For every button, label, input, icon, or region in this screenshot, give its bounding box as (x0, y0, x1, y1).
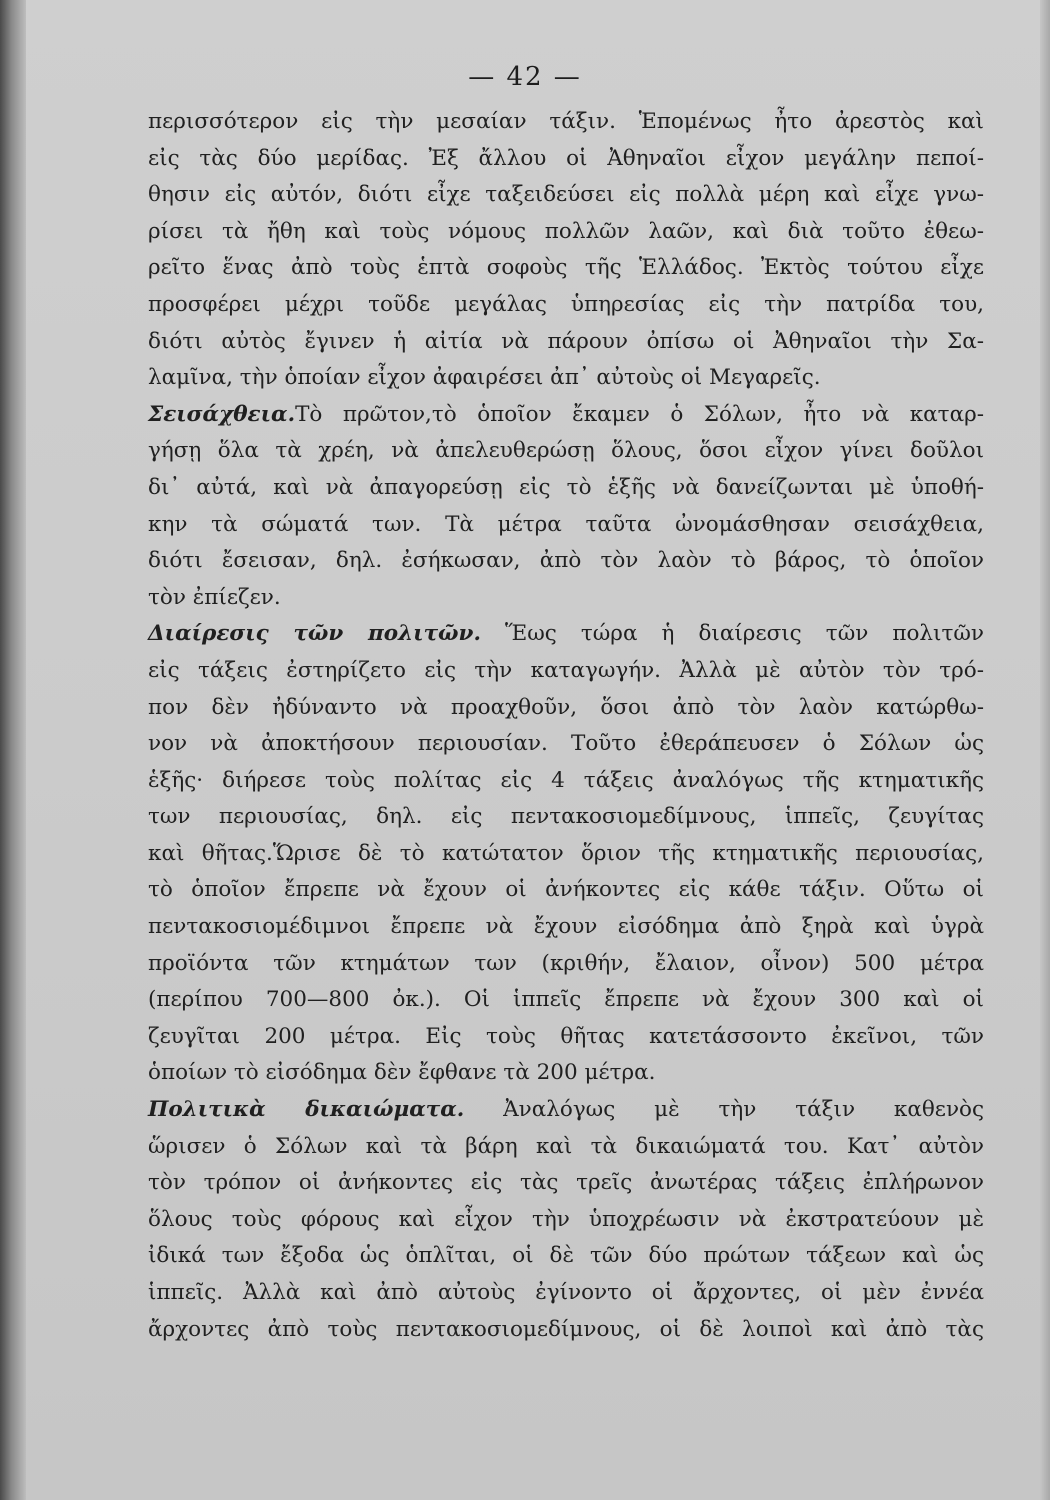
line-text: τὸν ἐπίεζεν. (148, 584, 281, 610)
line-text: καὶ θῆτας.Ὥρισε δὲ τὸ κατώτατον ὅριον τῆς κτηματικῆς περιουσίας, (148, 840, 984, 866)
text-line (148, 360, 984, 397)
line-text: γήσῃ ὅλα τὰ χρέη, νὰ ἀπελευθερώσῃ ὅλους, ὅσοι εἶχον γίνει δοῦλοι (148, 438, 984, 464)
line-text: Ἀναλόγως μὲ τὴν τάξιν καθενὸς (464, 1097, 984, 1123)
text-line (148, 799, 984, 836)
text-line (148, 1238, 984, 1275)
line-text: πεντακοσιομέδιμνοι ἔπρεπε νὰ ἔχουν εἰσόδημα ἀπὸ ξηρὰ καὶ ὑγρὰ (148, 914, 984, 940)
text-line (148, 250, 984, 287)
text-line (148, 397, 984, 434)
text-line (148, 214, 984, 251)
section-heading: Πολιτικὰ δικαιώματα. (148, 1097, 465, 1123)
line-text: προσφέρει μέχρι τοῦδε μεγάλας ὑπηρεσίας εἰς τὴν πατρίδα του, (148, 291, 984, 317)
page-number: — 42 — (468, 62, 582, 92)
page-binding-shadow (0, 0, 26, 1500)
text-line (148, 287, 984, 324)
line-text: ἑξῆς· διήρεσε τοὺς πολίτας εἰς 4 τάξεις ἀναλόγως τῆς κτηματικῆς (148, 767, 984, 793)
text-line (148, 104, 984, 141)
line-text: λαμῖνα, τὴν ὁποίαν εἶχον ἀφαιρέσει ἀπ᾽ αὐτοὺς οἱ Μεγαρεῖς. (148, 365, 821, 391)
text-line (148, 507, 984, 544)
text-line (148, 1165, 984, 1202)
line-text: δι᾽ αὐτά, καὶ νὰ ἀπαγορεύσῃ εἰς τὸ ἑξῆς νὰ δανείζωνται μὲ ὑποθή- (148, 474, 984, 500)
text-line (148, 324, 984, 361)
text-line (148, 1092, 984, 1129)
text-line (148, 1312, 984, 1349)
section-heading: Σεισάχθεια. (148, 401, 296, 427)
text-line (148, 763, 984, 800)
line-text: ζευγῖται 200 μέτρα. Εἰς τοὺς θῆτας κατετάσσοντο ἐκεῖνοι, τῶν (148, 1023, 984, 1049)
line-text: ἄρχοντες ἀπὸ τοὺς πεντακοσιομεδίμνους, οἱ δὲ λοιποὶ καὶ ἀπὸ τὰς (148, 1316, 984, 1342)
line-text: ρίσει τὰ ἤθη καὶ τοὺς νόμους πολλῶν λαῶν, καὶ διὰ τοῦτο ἐθεω- (148, 218, 984, 244)
text-line (148, 580, 984, 617)
text-line (148, 1129, 984, 1166)
text-line (148, 177, 984, 214)
body-text (148, 104, 984, 1348)
text-line (148, 543, 984, 580)
text-line (148, 1019, 984, 1056)
line-text: τὸν τρόπον οἱ ἀνήκοντες εἰς τὰς τρεῖς ἀνωτέρας τάξεις ἐπλήρωνον (148, 1170, 984, 1196)
text-line (148, 1202, 984, 1239)
text-line (148, 1055, 984, 1092)
line-text: εἰς τάξεις ἐστηρίζετο εἰς τὴν καταγωγήν. Ἀλλὰ μὲ αὐτὸν τὸν τρό- (148, 657, 984, 683)
line-text: εἰς τὰς δύο μερίδας. Ἐξ ἄλλου οἱ Ἀθηναῖοι εἶχον μεγάλην πεποί- (148, 145, 984, 171)
line-text: των περιουσίας, δηλ. εἰς πεντακοσιομεδίμνους, ἱππεῖς, ζευγίτας (148, 804, 984, 830)
line-text: θησιν εἰς αὐτόν, διότι εἶχε ταξειδεύσει εἰς πολλὰ μέρη καὶ εἶχε γνω- (148, 182, 984, 208)
line-text: ἱππεῖς. Ἀλλὰ καὶ ἀπὸ αὐτοὺς ἐγίνοντο οἱ ἄρχοντες, οἱ μὲν ἐννέα (148, 1280, 984, 1305)
line-text: (περίπου 700—800 ὀκ.). Οἱ ἱππεῖς ἔπρεπε νὰ ἔχουν 300 καὶ οἱ (148, 987, 984, 1013)
text-line (148, 836, 984, 873)
text-line (148, 690, 984, 727)
page-edge (1040, 0, 1050, 1500)
text-line (148, 470, 984, 507)
line-text: τὸ ὁποῖον ἔπρεπε νὰ ἔχουν οἱ ἀνήκοντες εἰς κάθε τάξιν. Οὕτω οἱ (148, 877, 984, 903)
line-text: Ἕως τώρα ἡ διαίρεσις τῶν πολιτῶν (480, 621, 984, 647)
text-line (148, 982, 984, 1019)
text-line (148, 1275, 984, 1312)
line-text: ὁποίων τὸ εἰσόδημα δὲν ἔφθανε τὰ 200 μέτρα. (148, 1060, 656, 1086)
line-text: κην τὰ σώματά των. Τὰ μέτρα ταῦτα ὠνομάσθησαν σεισάχθεια, (148, 511, 984, 537)
text-line (148, 726, 984, 763)
text-line (148, 946, 984, 983)
text-line (148, 872, 984, 909)
line-text: πον δὲν ἠδύναντο νὰ προαχθοῦν, ὅσοι ἀπὸ τὸν λαὸν κατώρθω- (148, 694, 984, 720)
line-text: ὅλους τοὺς φόρους καὶ εἶχον τὴν ὑποχρέωσιν νὰ ἐκστρατεύουν μὲ (148, 1206, 984, 1232)
line-text: νον νὰ ἀποκτήσουν περιουσίαν. Τοῦτο ἐθεράπευσεν ὁ Σόλων ὡς (148, 731, 984, 757)
line-text: ρεῖτο ἕνας ἀπὸ τοὺς ἑπτὰ σοφοὺς τῆς Ἑλλάδος. Ἐκτὸς τούτου εἶχε (148, 255, 984, 281)
text-line (148, 909, 984, 946)
line-text: Τὸ πρῶτον,τὸ ὁποῖον ἔκαμεν ὁ Σόλων, ἦτο νὰ καταρ- (295, 401, 984, 427)
line-text: ἰδικά των ἔξοδα ὡς ὁπλῖται, οἱ δὲ τῶν δύο πρώτων τάξεων καὶ ὡς (148, 1243, 984, 1269)
line-text: διότι αὐτὸς ἔγινεν ἡ αἰτία νὰ πάρουν ὀπίσω οἱ Ἀθηναῖοι τὴν Σα- (148, 328, 984, 354)
line-text: διότι ἔσεισαν, δηλ. ἐσήκωσαν, ἀπὸ τὸν λαὸν τὸ βάρος, τὸ ὁποῖον (148, 548, 984, 574)
line-text: ὥρισεν ὁ Σόλων καὶ τὰ βάρη καὶ τὰ δικαιώματά του. Κατ᾽ αὐτὸν (148, 1133, 984, 1159)
line-text: προϊόντα τῶν κτημάτων των (κριθήν, ἔλαιον, οἶνον) 500 μέτρα (148, 950, 984, 976)
section-heading: Διαίρεσις τῶν πολιτῶν. (148, 621, 481, 647)
line-text: περισσότερον εἰς τὴν μεσαίαν τάξιν. Ἑπομένως ἦτο ἀρεστὸς καὶ (148, 109, 984, 134)
text-line (148, 433, 984, 470)
text-line (148, 141, 984, 178)
text-line (148, 616, 984, 653)
text-line (148, 653, 984, 690)
